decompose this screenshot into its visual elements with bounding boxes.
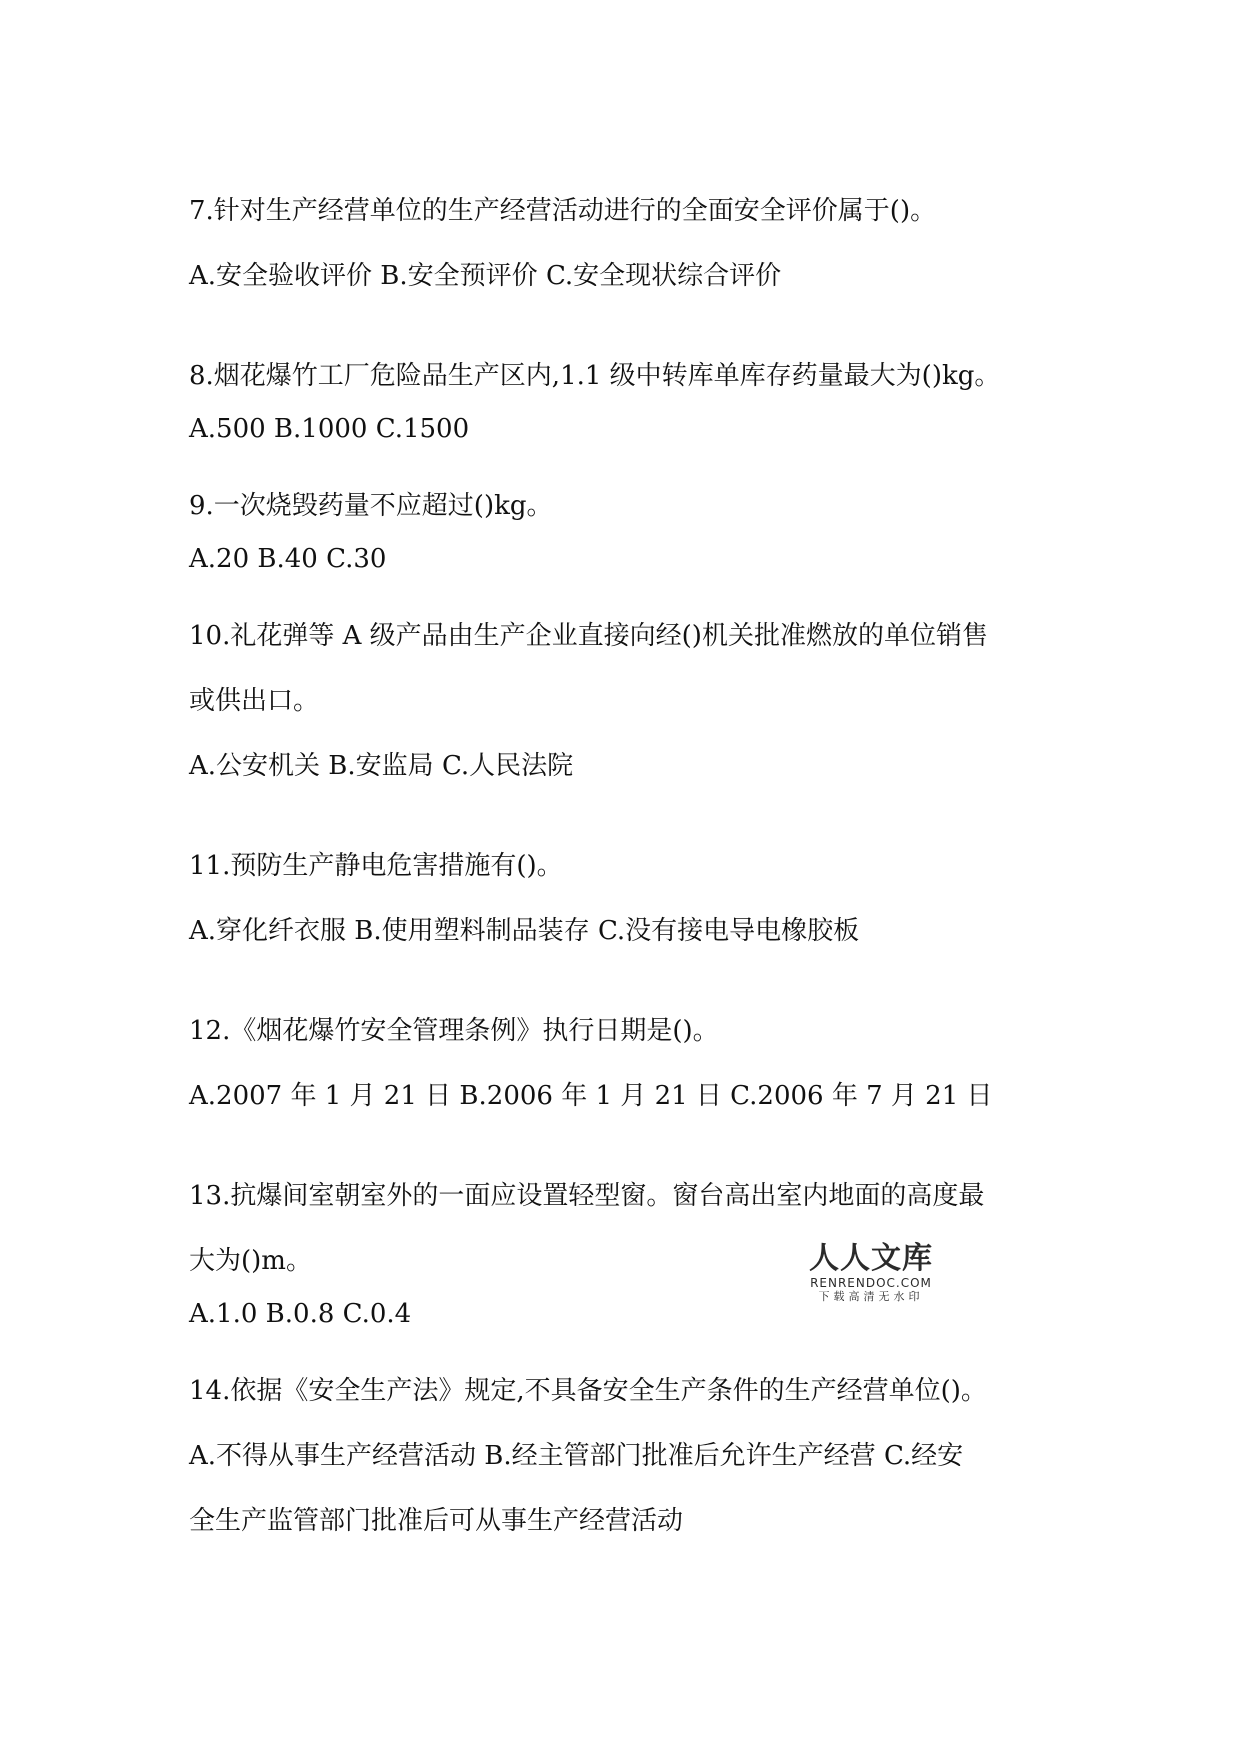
question-12-options: A.2007 年 1 月 21 日 B.2006 年 1 月 21 日 C.2006 年 7 月 21 日: [189, 1081, 993, 1111]
question-12-text: 12.《烟花爆竹安全管理条例》执行日期是()。: [189, 1016, 719, 1046]
question-10-text-cont: 或供出口。: [189, 686, 320, 716]
question-9-options: A.20 B.40 C.30: [189, 544, 387, 574]
question-7-options: A.安全验收评价 B.安全预评价 C.安全现状综合评价: [189, 261, 782, 291]
watermark-logo: [806, 1242, 936, 1304]
question-10-options: A.公安机关 B.安监局 C.人民法院: [189, 751, 574, 781]
question-8-options: A.500 B.1000 C.1500: [189, 414, 470, 444]
question-9-text: 9.一次烧毁药量不应超过()kg。: [189, 491, 553, 521]
question-14-options-cont: 全生产监管部门批准后可从事生产经营活动: [189, 1506, 684, 1536]
watermark-title: 人人文库: [809, 1241, 933, 1276]
watermark-subtitle: 下载高清无水印: [818, 1290, 924, 1303]
question-10-text: 10.礼花弹等 A 级产品由生产企业直接向经()机关批准燃放的单位销售: [189, 621, 988, 651]
question-7-text: 7.针对生产经营单位的生产经营活动进行的全面安全评价属于()。: [189, 196, 937, 226]
question-11-options: A.穿化纤衣服 B.使用塑料制品装存 C.没有接电导电橡胶板: [189, 916, 860, 946]
question-13-options: A.1.0 B.0.8 C.0.4: [189, 1299, 412, 1329]
question-14-options: A.不得从事生产经营活动 B.经主管部门批准后允许生产经营 C.经安: [189, 1441, 964, 1471]
question-13-text-cont: 大为()m。: [189, 1246, 312, 1276]
question-13-text: 13.抗爆间室朝室外的一面应设置轻型窗。窗台高出室内地面的高度最: [189, 1181, 985, 1211]
question-14-text: 14.依据《安全生产法》规定,不具备安全生产条件的生产经营单位()。: [189, 1376, 987, 1406]
question-8-text: 8.烟花爆竹工厂危险品生产区内,1.1 级中转库单库存药量最大为()kg。: [189, 361, 1001, 391]
watermark-url: RENRENDOC.COM: [810, 1276, 932, 1290]
question-11-text: 11.预防生产静电危害措施有()。: [189, 851, 563, 881]
